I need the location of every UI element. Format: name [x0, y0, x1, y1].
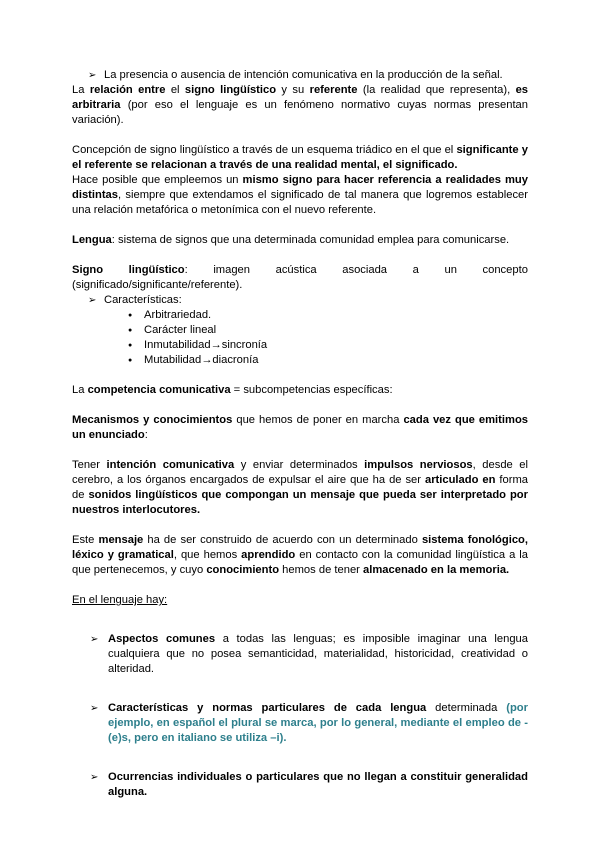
paragraph-same-sign: Hace posible que empleemos un mismo signo para hacer referencia a realidades muy distintas, siempre que extendamos el significado de tal manera que logremos establecer una relación metafórica o metonímica con el nuevo referente. [72, 174, 528, 216]
arrow-item-caracteristicas: ➢ Características: [88, 294, 182, 306]
list-item: ● Mutabilidad→diacronía [72, 353, 528, 368]
paragraph-mecanismos: Mecanismos y conocimientos que hemos de poner en marcha cada vez que emitimos un enunciado: [72, 414, 528, 441]
paragraph-lengua: Lengua: sistema de signos que una determinada comunidad emplea para comunicarse. [72, 234, 510, 246]
document-page [72, 68, 528, 800]
list-item: ● Inmutabilidad→sincronía [72, 338, 528, 353]
arrow-item-aspectos: ➢ Aspectos comunes a todas las lenguas; es imposible imaginar una lengua cualquiera que no posea semanticidad, materialidad, historicidad, creatividad o alteridad. [90, 633, 528, 675]
list-item: ● Carácter lineal [72, 323, 528, 338]
paragraph-competencia: La competencia comunicativa = subcompetencias específicas: [72, 384, 393, 396]
arrow-bullet-icon: ➢ [90, 772, 99, 783]
arrow-bullet-icon: ➢ [88, 295, 97, 306]
arrow-item-ocurrencias: ➢ Ocurrencias individuales o particulares que no llegan a constituir generalidad alguna. [90, 771, 528, 798]
list-item: ● Arbitrariedad. [72, 308, 528, 323]
signo-definition-line: Signo lingüístico: imagen acústica asociada a un concepto [72, 264, 528, 276]
paragraph-mensaje: Este mensaje ha de ser construido de acuerdo con un determinado sistema fonológico, léxico y gramatical, que hemos aprendido en contacto con la comunidad lingüística a la que pertenecemos, y cuyo conocimiento hemos de tener almacenado en la memoria. [72, 534, 528, 576]
caracteristicas-list [72, 308, 528, 368]
arrow-bullet-icon: ➢ [90, 703, 99, 714]
paragraph-intencion: Tener intención comunicativa y enviar determinados impulsos nerviosos, desde el cerebro, a los órganos encargados de expulsar el aire que ha de ser articulado en forma de sonidos lingüísticos que compongan un mensaje que pueda ser interpretado por nuestros interlocutores. [72, 459, 528, 516]
arrow-item-caracteristicas-normas: ➢ Características y normas particulares de cada lengua determinada (por ejemplo, en español el plural se marca, por lo general, mediante el empleo de -(e)s, pero en italiano se utiliza –i). [90, 702, 528, 744]
arrow-bullet-icon: ➢ [90, 634, 99, 645]
paragraph-relation: La relación entre el signo lingüístico y su referente (la realidad que representa), es arbitraria (por eso el lenguaje es un fenómeno normativo cuyas normas presentan variación). [72, 84, 529, 126]
arrow-bullet-icon: ➢ [88, 70, 97, 81]
section-heading: En el lenguaje hay: [72, 594, 168, 606]
paragraph-triadic: Concepción de signo lingüístico a través de un esquema triádico en el que el significante y el referente se relacionan a través de una realidad mental, el significado. [72, 144, 528, 171]
arrow-item-intention: ➢ La presencia o ausencia de intención comunicativa en la producción de la señal. [88, 69, 503, 81]
signo-definition-line2: (significado/significante/referente). [72, 279, 243, 291]
